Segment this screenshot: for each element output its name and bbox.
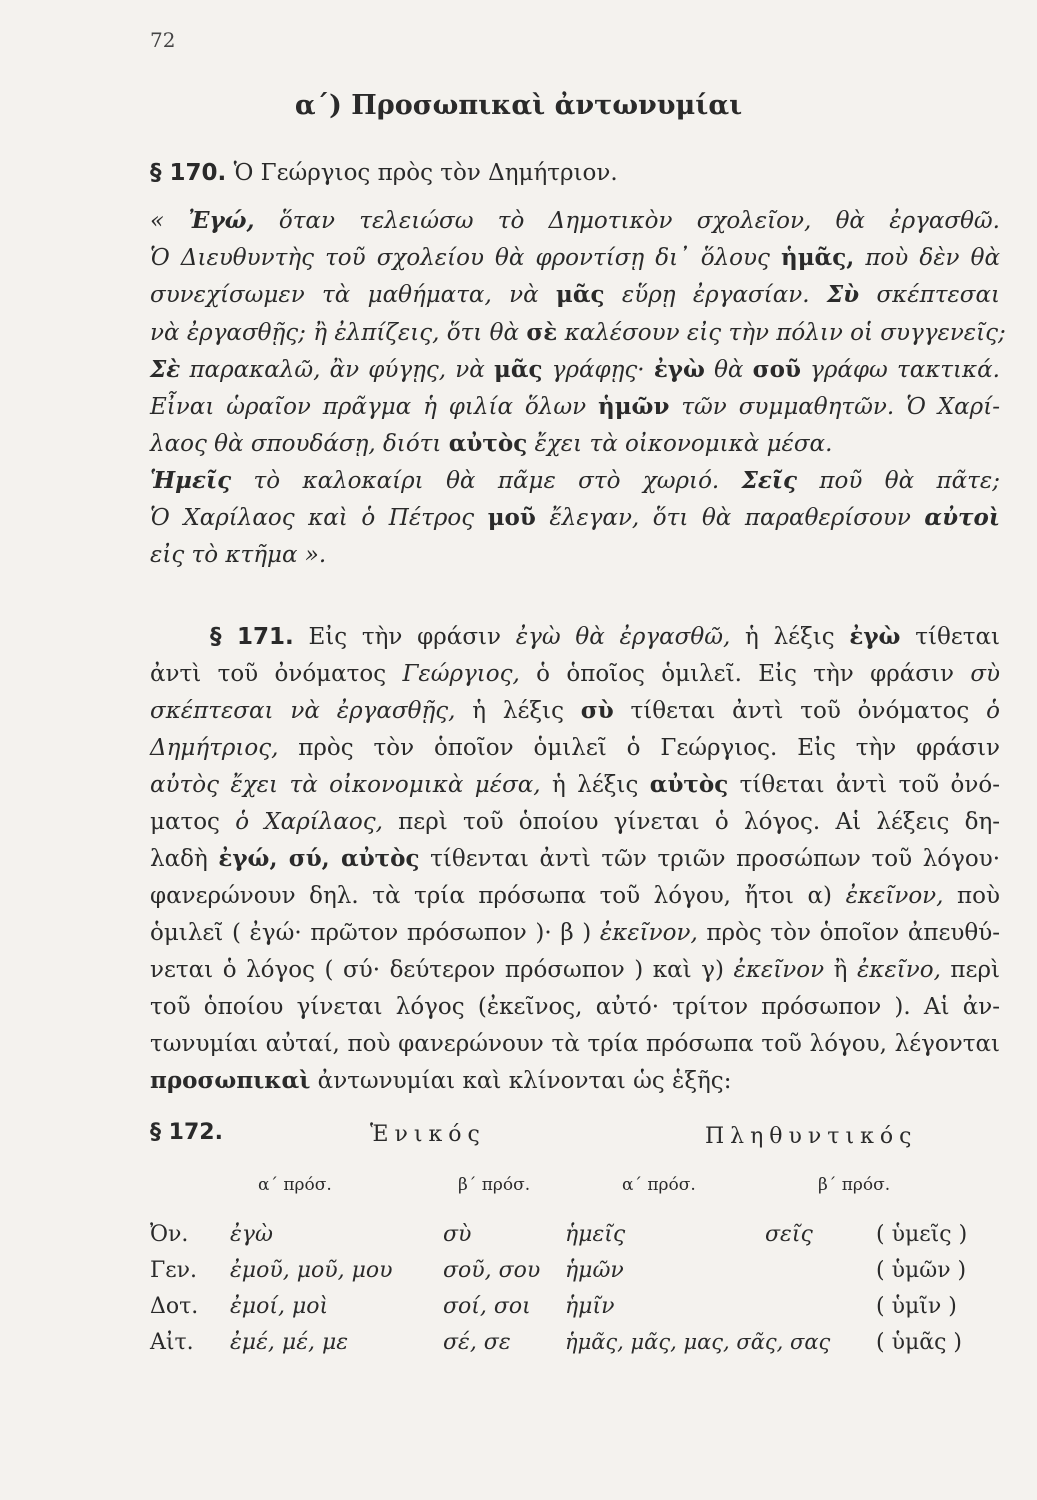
case-label: Αἰτ. — [150, 1330, 194, 1355]
case-label: Δοτ. — [150, 1294, 199, 1319]
section-heading: α΄) Προσωπικαὶ ἀντωνυμίαι — [294, 90, 743, 121]
form-sg1: ἐμοί, μοὶ — [230, 1294, 329, 1319]
form-pl1: ἡμᾶς, μᾶς, μας, σᾶς, σας — [565, 1330, 831, 1354]
form-sg2: σέ, σε — [443, 1330, 511, 1355]
s171-line-11: τοῦ ὁποίου γίνεται λόγος (ἐκεῖνος, αὐτό· τρίτον πρόσωπον ). Αἱ ἀν- — [150, 994, 1000, 1020]
form-pl2-alt: ( ὑμῖν ) — [876, 1294, 957, 1319]
s171-line-5: αὐτὸς ἔχει τὰ οἰκονομικὰ μέσα, ἡ λέξις αὐτὸς τίθεται ἀντὶ τοῦ ὀνό- — [150, 771, 1001, 798]
s171-line-7: λαδὴ ἐγώ, σύ, αὐτὸς τίθενται ἀντὶ τῶν τριῶν προσώπων τοῦ λόγου· — [150, 845, 1001, 872]
sub-header-2: β΄ πρόσ. — [458, 1175, 531, 1195]
s170-line-9: Ὁ Χαρίλαος καὶ ὁ Πέτρος μοῦ ἔλεγαν, ὅτι θὰ παραθερίσουν αὐτοὶ — [150, 504, 1000, 531]
sub-header-3: α΄ πρόσ. — [622, 1175, 696, 1195]
singular-header: Ἑνικός — [370, 1122, 486, 1147]
s170-intro: § 170. Ὁ Γεώργιος πρὸς τὸν Δημήτριον. — [150, 160, 618, 186]
s171-line-2: ἀντὶ τοῦ ὀνόματος Γεώργιος, ὁ ὁποῖος ὁμιλεῖ. Εἰς τὴν φράσιν σὺ — [150, 661, 1000, 687]
page-number: 72 — [150, 28, 176, 52]
s170-line-2: Ὁ Διευθυντὴς τοῦ σχολείου θὰ φροντίσῃ δι᾿ ὅλους ἡμᾶς, ποὺ δὲν θὰ — [150, 244, 1001, 271]
sub-header-4: β΄ πρόσ. — [818, 1175, 891, 1195]
s170-line-4: νὰ ἐργασθῇς; ἢ ἐλπίζεις, ὅτι θὰ σὲ καλέσουν εἰς τὴν πόλιν οἱ συγγενεῖς; — [150, 319, 1006, 346]
s171-line-3: σκέπτεσαι νὰ ἐργασθῇς, ἡ λέξις σὺ τίθεται ἀντὶ τοῦ ὀνόματος ὁ — [150, 697, 1000, 724]
form-pl2-alt: ( ὑμᾶς ) — [876, 1330, 963, 1355]
form-pl2-alt: ( ὑμῶν ) — [876, 1258, 967, 1283]
s171-line-6: ματος ὁ Χαρίλαος, περὶ τοῦ ὁποίου γίνεται ὁ λόγος. Αἱ λέξεις δη- — [150, 809, 1000, 835]
sub-header-1: α΄ πρόσ. — [258, 1175, 332, 1195]
s171-line-4: Δημήτριος, πρὸς τὸν ὁποῖον ὁμιλεῖ ὁ Γεώργιος. Εἰς τὴν φράσιν — [150, 735, 1000, 761]
form-pl1: ἡμῖν — [565, 1294, 615, 1319]
s170-line-5: Σὲ παρακαλῶ, ἂν φύγῃς, νὰ μᾶς γράφῃς· ἐγὼ θὰ σοῦ γράφω τακτικά. — [150, 356, 1000, 383]
form-sg1: ἐγὼ — [230, 1222, 273, 1247]
s170-line-3: συνεχίσωμεν τὰ μαθήματα, νὰ μᾶς εὕρῃ ἐργασίαν. Σὺ σκέπτεσαι — [150, 281, 1001, 308]
form-sg2: σοί, σοι — [443, 1294, 531, 1319]
s171-line-8: φανερώνουν δηλ. τὰ τρία πρόσωπα τοῦ λόγου, ἤτοι α) ἐκεῖνον, ποὺ — [150, 883, 1000, 909]
s170-line-1: « Ἐγώ, ὅταν τελειώσω τὸ Δημοτικὸν σχολεῖον, θὰ ἐργασθῶ. — [150, 207, 1000, 234]
plural-header: Πληθυντικός — [705, 1124, 918, 1149]
form-sg1: ἐμοῦ, μοῦ, μου — [230, 1258, 393, 1283]
form-pl1: ἡμῶν — [565, 1258, 624, 1283]
s171-line-10: νεται ὁ λόγος ( σύ· δεύτερον πρόσωπον ) καὶ γ) ἐκεῖνον ἢ ἐκεῖνο, περὶ — [150, 957, 1000, 983]
s170-line-7: λαος θὰ σπουδάσῃ, διότι αὐτὸς ἔχει τὰ οἰκονομικὰ μέσα. — [150, 430, 833, 457]
form-sg2: σοῦ, σου — [443, 1258, 541, 1283]
form-pl2: σεῖς — [765, 1222, 813, 1247]
s170-line-6: Εἶναι ὡραῖον πρᾶγμα ἡ φιλία ὅλων ἡμῶν τῶν συμμαθητῶν. Ὁ Χαρί- — [150, 393, 1000, 420]
case-label: Ὀν. — [150, 1222, 189, 1247]
s170-line-10: εἰς τὸ κτῆμα ». — [150, 542, 327, 568]
s171-line-13: προσωπικαὶ ἀντωνυμίαι καὶ κλίνονται ὡς ἑξῆς: — [150, 1067, 732, 1094]
form-sg2: σὺ — [443, 1222, 472, 1247]
s171-line-9: ὁμιλεῖ ( ἐγώ· πρῶτον πρόσωπον )· β ) ἐκεῖνον, πρὸς τὸν ὁποῖον ἀπευθύ- — [150, 920, 1001, 946]
s171-line-12: τωνυμίαι αὐταί, ποὺ φανερώνουν τὰ τρία πρόσωπα τοῦ λόγου, λέγονται — [150, 1031, 1000, 1057]
s170-line-8: Ἡμεῖς τὸ καλοκαίρι θὰ πᾶμε στὸ χωριό. Σεῖς ποῦ θὰ πᾶτε; — [150, 467, 1000, 494]
form-pl1: ἡμεῖς — [565, 1222, 626, 1247]
s172-number: § 172. — [150, 1120, 223, 1145]
case-label: Γεν. — [150, 1258, 198, 1283]
s171-line-1: § 171. Εἰς τὴν φράσιν ἐγὼ θὰ ἐργασθῶ, ἡ λέξις ἐγὼ τίθεται — [210, 623, 1001, 650]
form-pl2-alt: ( ὑμεῖς ) — [876, 1222, 968, 1247]
form-sg1: ἐμέ, μέ, με — [230, 1330, 349, 1355]
